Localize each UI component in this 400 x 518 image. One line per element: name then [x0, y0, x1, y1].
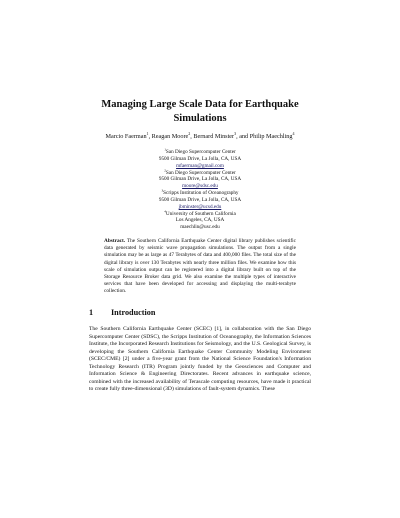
title-line-1: Managing Large Scale Data for Earthquake: [101, 99, 299, 110]
author-separator: ,: [190, 133, 194, 140]
author-list: [60, 130, 340, 141]
affiliation-mark: 2: [164, 167, 166, 172]
author-separator: , and: [236, 133, 250, 140]
section-number: 1: [89, 308, 94, 317]
abstract-label: Abstract.: [104, 238, 126, 244]
author-affiliation-mark: 1: [146, 130, 149, 136]
affiliation-line: 9500 Gilman Drive, La Jolla, CA, USA: [158, 155, 242, 162]
affiliation-line: $^1$San Diego Supercomputer Center: [164, 147, 236, 155]
section-title: Introduction: [111, 308, 156, 317]
affiliation-line: $^2$San Diego Supercomputer Center: [164, 167, 236, 176]
author-name: Marcio Faerman: [105, 133, 147, 140]
author-affiliation-mark: 4: [292, 130, 295, 136]
affiliation-line: 9500 Gilman Drive, La Jolla, CA, USA: [158, 176, 242, 183]
affiliation-line: $^4$University of Southern California: [164, 208, 236, 217]
affiliation-line: 9500 Gilman Drive, La Jolla, CA, USA: [158, 196, 242, 203]
abstract: [104, 238, 296, 296]
author-separator: ,: [148, 133, 152, 140]
affiliation-mark: 4: [164, 208, 166, 213]
email-link[interactable]: jbminster@ucsd.edu: [178, 203, 222, 210]
author-affiliation-mark: 3: [234, 130, 237, 136]
affiliation-line: $^3$Scripps Institution of Oceanography: [161, 188, 239, 197]
title-line-2: Simulations: [173, 113, 227, 124]
affiliation-mark: 1: [164, 147, 166, 152]
paper-title: [60, 98, 340, 126]
email-text: maechlin@usc.edu: [180, 224, 220, 231]
email-link[interactable]: mfaerman@gmail.com: [176, 162, 224, 169]
affiliation-mark: 3: [161, 188, 164, 193]
author-name: Philip Maechling: [249, 133, 293, 140]
body-paragraph: The Southern California Earthquake Center (SCEC) [1], in collaboration with the San Diego Supercomputer Center (SDSC), the Scripps Institution of Oceanography, the Information Sciences Institute, the Incorporated Research Institutions for Seismology, and the U.S. Geological Survey, is developing the Southern California Earthquake Center Community Modeling Environment (SCEC/CME) [2] under a five-year grant from the National Science Foundation's Information Technology Research (ITR) Program jointly funded by the Geosciences and Computer and Information Science & Engineering Directorates. Recent advances in earthquake science, combined with the increased availability of Terascale computing resources, have made it practical to create fully three-dimensional (3D) simulations of fault-system dynamics. These: [89, 326, 311, 393]
abstract-text: The Southern California Earthquake Center digital library publishes scientific data generated by seismic wave propagation simulations. The output from a single simulation may be as large as 47 Terabytes of data and 400,000 files. The total size of the digital library is over 130 Terabytes with nearly three million files. We examine how this scale of simulation output can be registered into a digital library built on top of the Storage Resource Broker data grid. We also examine the multiple types of interactive services that have been developed for accessing and displaying the multi-terabyte collection.: [104, 238, 296, 295]
section-heading: [89, 308, 329, 318]
author-name: Bernard Minster: [193, 133, 235, 140]
email-link[interactable]: moore@sdsc.edu: [182, 183, 218, 190]
affiliation-line: Los Angeles, CA, USA: [175, 217, 225, 224]
author-affiliation-mark: 2: [188, 130, 191, 136]
affiliations: [100, 149, 300, 231]
author-name: Reagan Moore: [151, 133, 189, 140]
